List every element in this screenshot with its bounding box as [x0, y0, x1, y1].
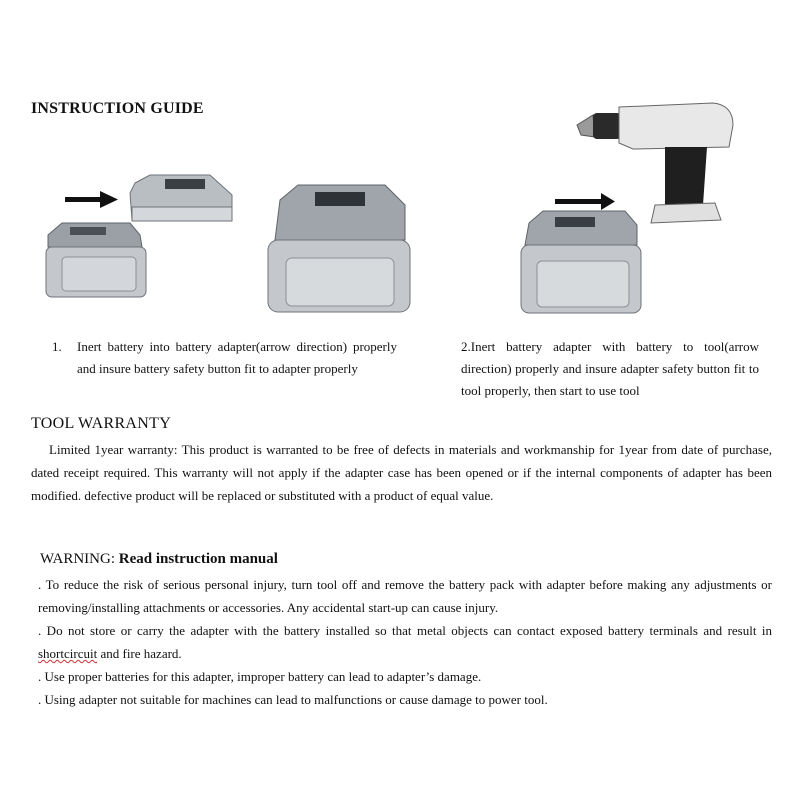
- warning-emphasis: Read instruction manual: [118, 551, 278, 567]
- arrow-right-icon: [65, 191, 118, 208]
- assembled-battery-illustration: [260, 180, 420, 320]
- step1-illustration: [40, 165, 240, 305]
- warning-item: . Using adapter not suitable for machines can lead to malfunctions or cause damage to power tool.: [38, 692, 548, 707]
- warning-title: [40, 551, 278, 568]
- warranty-title: TOOL WARRANTY: [31, 415, 172, 432]
- warning-item: [38, 619, 772, 665]
- warning-prefix: WARNING:: [40, 551, 119, 567]
- warning-item: . To reduce the risk of serious personal injury, turn tool off and remove the battery pack with adapter before making any adjustments or removing/installing attachments or accessories. Any accidental start-up can cause injury.: [38, 577, 772, 615]
- battery-icon: [521, 245, 641, 313]
- battery-icon: [268, 240, 410, 312]
- warning-item: . Use proper batteries for this adapter, improper battery can lead to adapter’s damage.: [38, 669, 482, 684]
- step-number: 1.: [52, 339, 62, 354]
- warranty-text: Limited 1year warranty: This product is warranted to be free of defects in materials and workmanship for 1year from date of purchase, dated receipt required. This warranty will not apply if the adapter case has been opened or if the internal components of adapter has been modified. defective product will be replaced or substituted with a product of equal value.: [31, 442, 772, 503]
- warning-item-text: . Do not store or carry the adapter with the battery installed so that metal objects can contact exposed battery terminals and result in: [38, 623, 772, 638]
- adapter-icon: [525, 211, 637, 245]
- warning-item-tail: and fire hazard.: [97, 646, 182, 661]
- adapter-icon: [130, 175, 232, 221]
- page-title: INSTRUCTION GUIDE: [31, 100, 204, 117]
- step2-illustration: [515, 95, 775, 325]
- arrow-right-icon: [555, 193, 615, 210]
- step-2: 2.Inert battery adapter with battery to tool(arrow direction) properly and insure adapter safety button fit to tool properly, then start to use tool: [461, 339, 759, 398]
- battery-icon: [46, 223, 146, 297]
- adapter-icon: [275, 185, 405, 240]
- step-text: Inert battery into battery adapter(arrow direction) properly and insure battery safety button fit to adapter properly: [77, 339, 397, 376]
- spellcheck-word: shortcircuit: [38, 646, 98, 661]
- drill-icon: [577, 103, 733, 223]
